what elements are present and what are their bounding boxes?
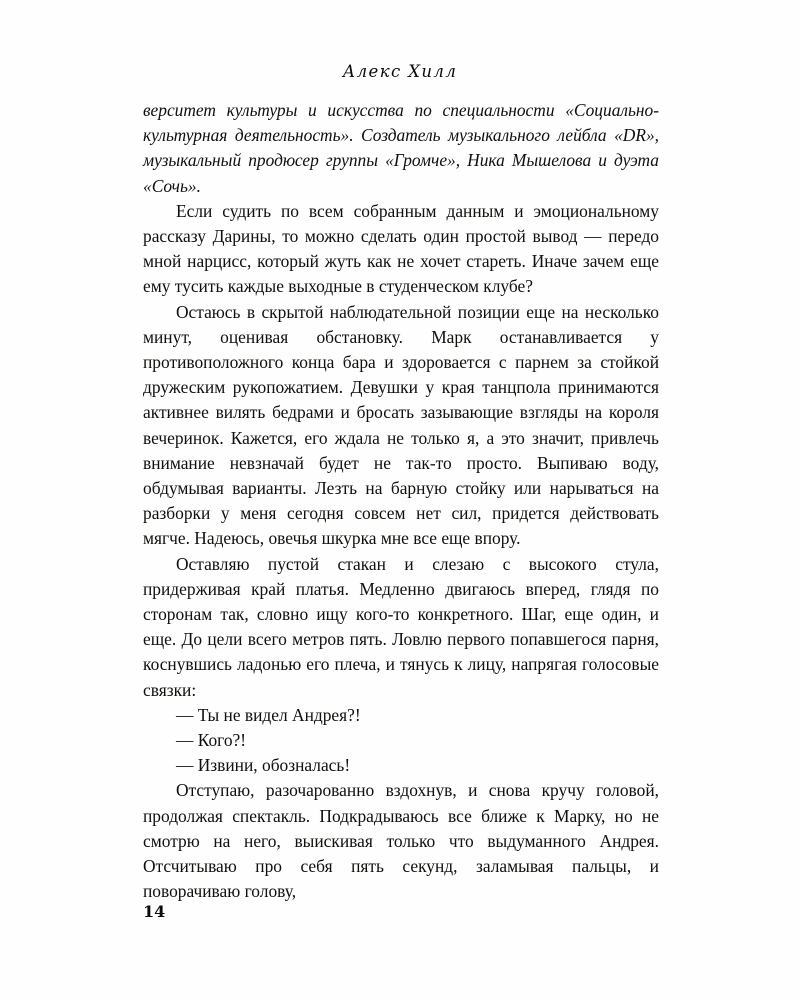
dialog-line: — Извини, обозналась! [176, 755, 351, 776]
paragraph: верситет культуры и искусства по специальности «Социально-культурная деятельность». Создатель музыкального лейбла «DR», музыкальный продюсер группы «Громче», Ника Мышелова и дуэта «Сочь». [143, 100, 659, 196]
dialog-line: — Кого?! [176, 730, 247, 751]
paragraph: Отступаю, разочарованно вздохнув, и снова кручу головой, продолжая спектакль. Подкрадываюсь все ближе к Марку, но не смотрю на него, выискивая только что выдуманного Андрея. Отсчитываю про себя пять секунд, заламывая пальцы, и поворачиваю голову, [143, 780, 659, 902]
paragraph: Если судить по всем собранным данным и эмоциональному рассказу Дарины, то можно сделать один простой вывод — передо мной нарцисс, который жуть как не хочет стареть. Иначе зачем еще ему тусить каждые выходные в студенческом клубе? [143, 200, 659, 297]
body-text [143, 98, 659, 905]
running-head-author: Алекс Хилл [342, 62, 458, 81]
page-number: 14 [143, 902, 166, 921]
paragraph: Остаюсь в скрытой наблюдательной позиции еще на несколько минут, оценивая обстановку. Марк останавливается у противоположного конца бара и здоровается с парнем за стойкой дружеским рукопожатием. Девушки у края танцпола принимаются активнее вилять бедрами и бросать зазывающие взгляды на короля вечеринок. Кажется, его ждала не только я, а это значит, привлечь внимание невзначай будет не так-то просто. Выпиваю воду, обдумывая варианты. Лезть на барную стойку или нарываться на разборки у меня сегодня совсем нет сил, придется действовать мягче. Надеюсь, овечья шкурка мне все еще впору. [143, 301, 659, 549]
paragraph: Оставляю пустой стакан и слезаю с высокого стула, придерживая край платья. Медленно двигаюсь вперед, глядя по сторонам так, словно ищу кого-то конкретного. Шаг, еще один, и еще. До цели всего метров пять. Ловлю первого попавшегося парня, коснувшись ладонью его плеча, и тянусь к лицу, напрягая голосовые связки: [143, 553, 659, 700]
dialog-line: — Ты не видел Андрея?! [176, 704, 361, 725]
